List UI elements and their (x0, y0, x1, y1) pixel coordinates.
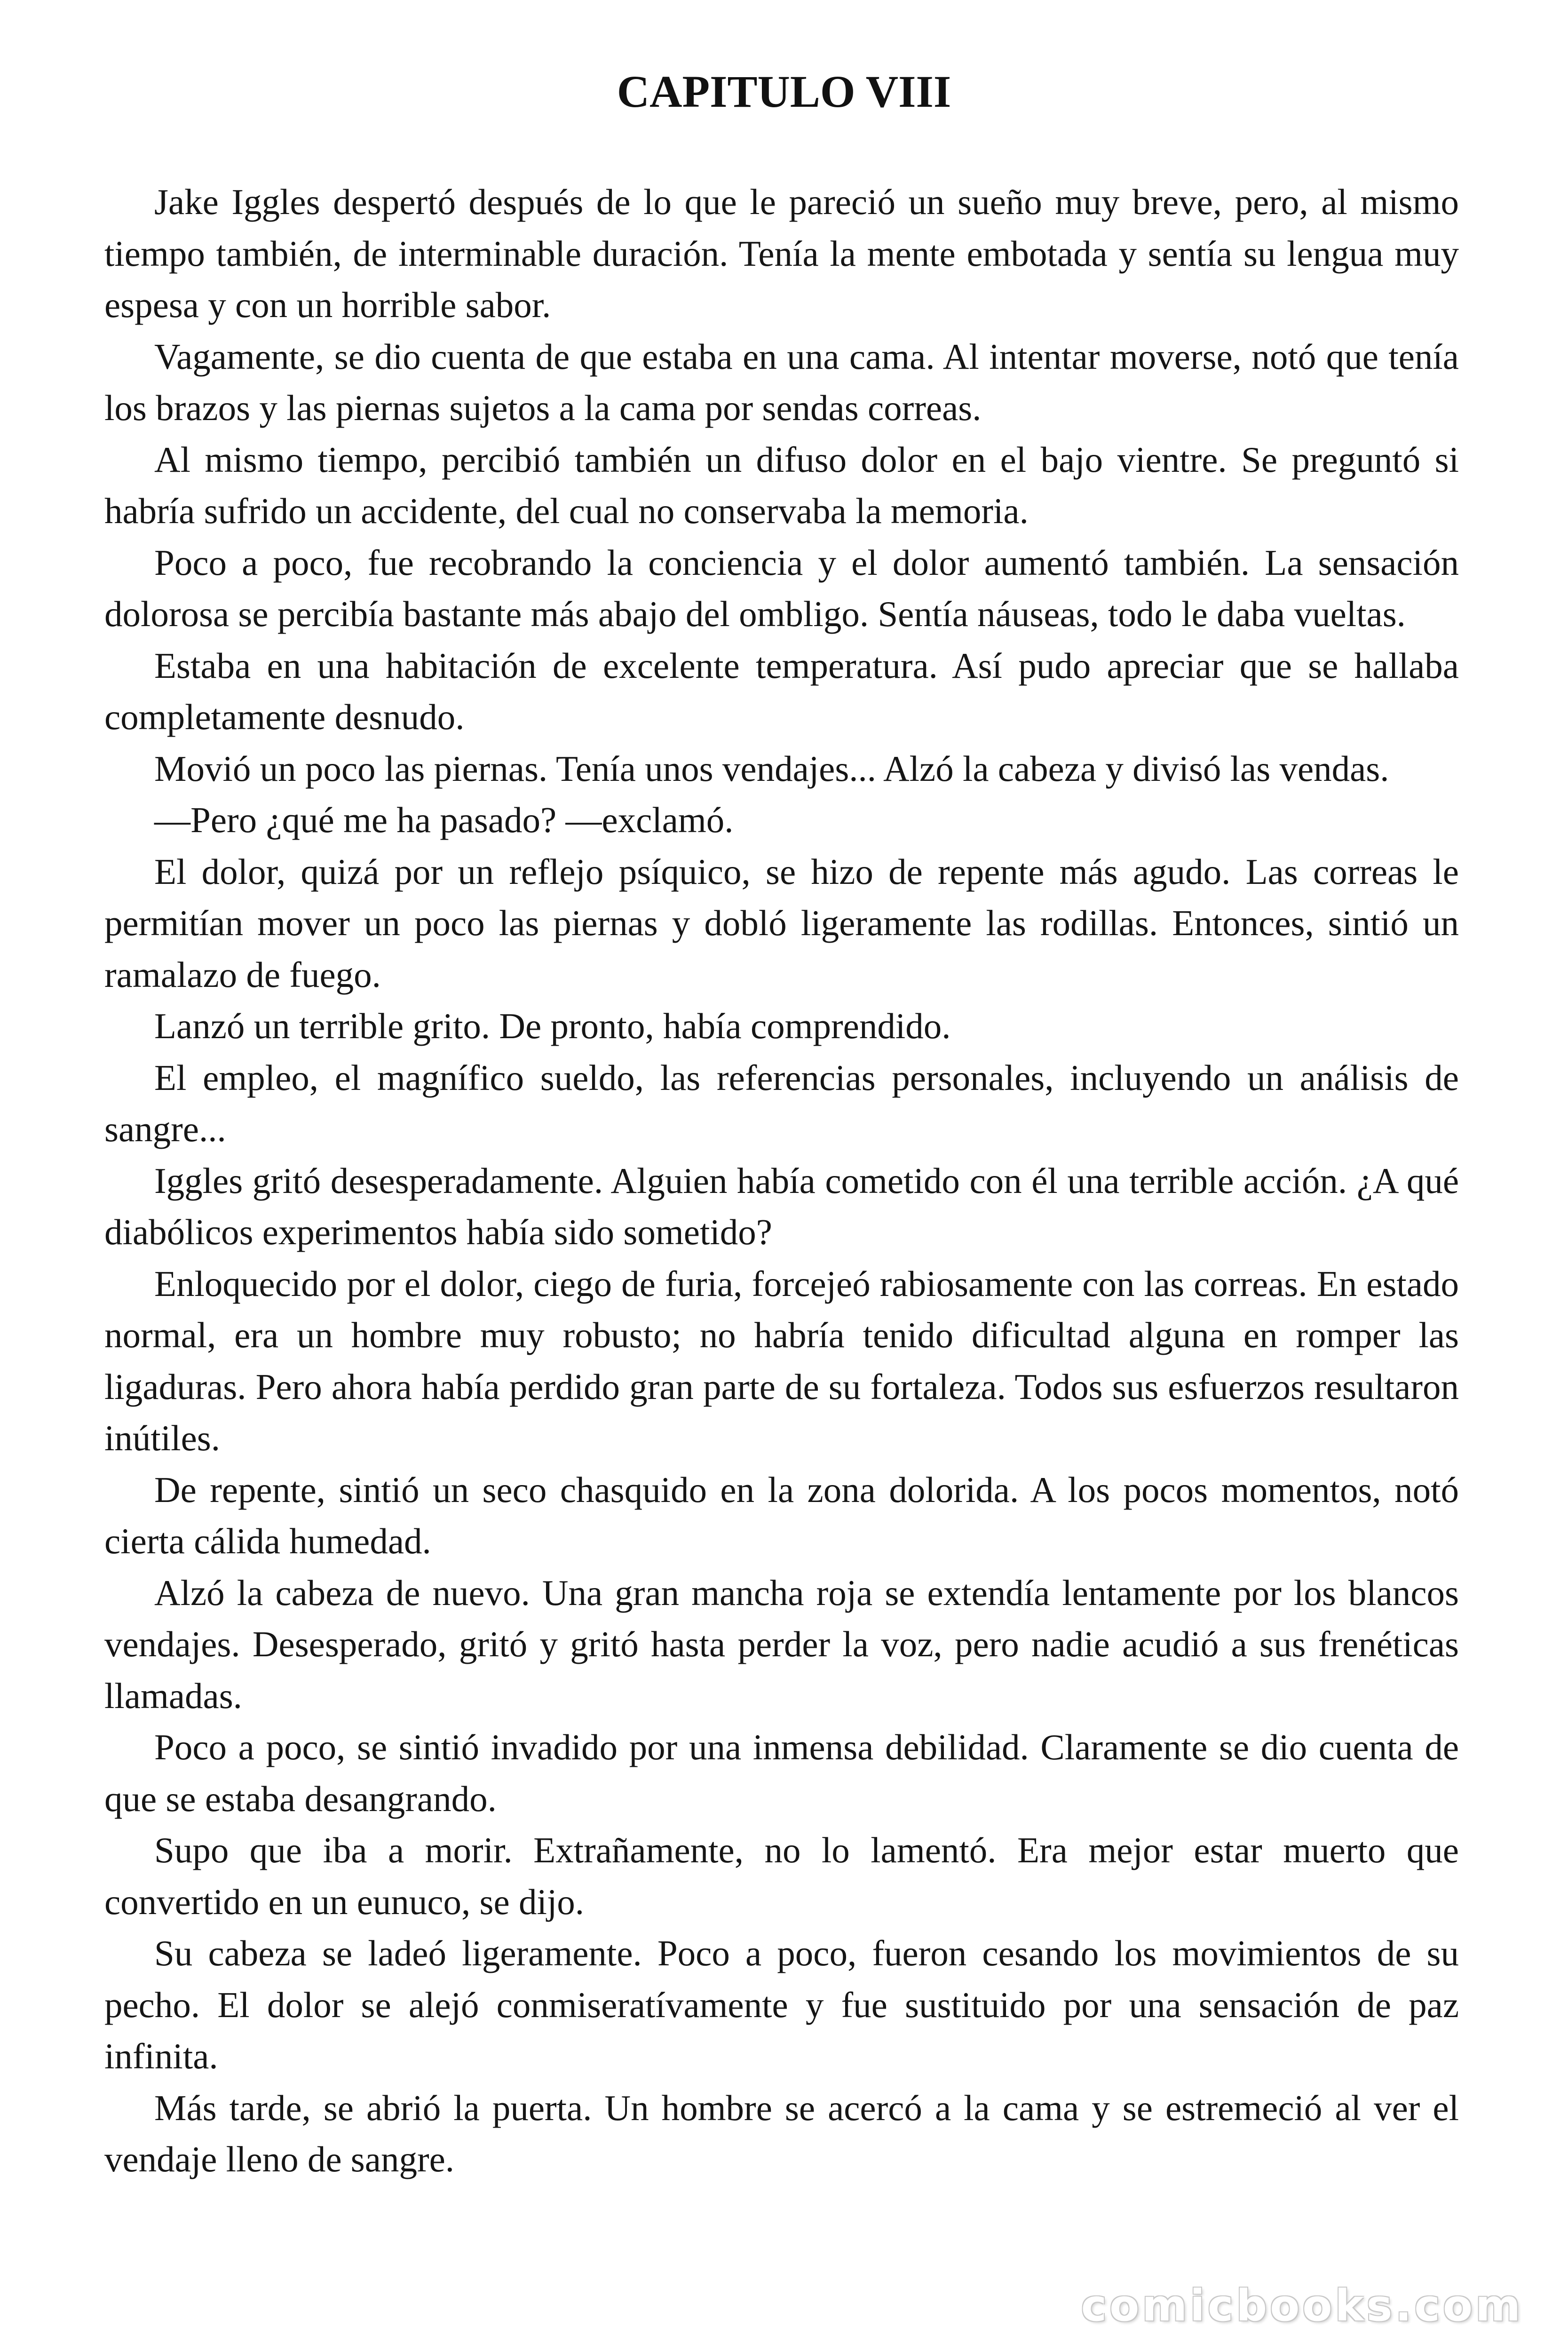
paragraph: Supo que iba a morir. Extrañamente, no lo lamentó. Era mejor estar muerto que convertido en un eunuco, se dijo. (104, 1830, 1459, 1922)
paragraph: Lanzó un terrible grito. De pronto, había comprendido. (154, 1006, 951, 1046)
paragraph: Vagamente, se dio cuenta de que estaba en una cama. Al intentar moverse, notó que tenía los brazos y las piernas sujetos a la cama por sendas correas. (104, 336, 1459, 428)
paragraph: El dolor, quizá por un reflejo psíquico, se hizo de repente más agudo. Las correas le permitían mover un poco las piernas y dobló ligeramente las rodillas. Entonces, sintió un ramalazo de fuego. (104, 851, 1459, 995)
paragraph: Estaba en una habitación de excelente temperatura. Así pudo apreciar que se hallaba completamente desnudo. (104, 645, 1459, 737)
watermark: comicbooks.com (1081, 2280, 1523, 2331)
paragraph: Más tarde, se abrió la puerta. Un hombre se acercó a la cama y se estremeció al ver el vendaje lleno de sangre. (104, 2087, 1459, 2179)
chapter-body (104, 176, 1459, 2185)
paragraph: El empleo, el magnífico sueldo, las referencias personales, incluyendo un análisis de sangre... (104, 1057, 1459, 1149)
paragraph: Jake Iggles despertó después de lo que le pareció un sueño muy breve, pero, al mismo tiempo también, de interminable duración. Tenía la mente embotada y sentía su lengua muy espesa y con un horrible sabor. (104, 182, 1459, 325)
paragraph: Poco a poco, fue recobrando la conciencia y el dolor aumentó también. La sensación dolorosa se percibía bastante más abajo del ombligo. Sentía náuseas, todo le daba vueltas. (104, 542, 1459, 634)
paragraph: Al mismo tiempo, percibió también un difuso dolor en el bajo vientre. Se preguntó si habría sufrido un accidente, del cual no conservaba la memoria. (104, 439, 1459, 531)
paragraph: Su cabeza se ladeó ligeramente. Poco a poco, fueron cesando los movimientos de su pecho. El dolor se alejó conmiseratívamente y fue sustituido por una sensación de paz infinita. (104, 1933, 1459, 2076)
paragraph: Movió un poco las piernas. Tenía unos vendajes... Alzó la cabeza y divisó las vendas. (154, 748, 1389, 789)
chapter-title: CAPITULO VIII (617, 66, 951, 117)
paragraph: Iggles gritó desesperadamente. Alguien había cometido con él una terrible acción. ¿A qué diabólicos experimentos había sido sometido? (104, 1160, 1459, 1252)
paragraph: —Pero ¿qué me ha pasado? —exclamó. (154, 800, 734, 840)
paragraph: Poco a poco, se sintió invadido por una inmensa debilidad. Claramente se dio cuenta de que se estaba desangrando. (104, 1727, 1459, 1819)
paragraph: De repente, sintió un seco chasquido en la zona dolorida. A los pocos momentos, notó cierta cálida humedad. (104, 1469, 1459, 1561)
paragraph: Enloquecido por el dolor, ciego de furia, forcejeó rabiosamente con las correas. En estado normal, era un hombre muy robusto; no habría tenido dificultad alguna en romper las ligaduras. Pero ahora había perdido gran parte de su fortaleza. Todos sus esfuerzos resultaron inútiles. (104, 1263, 1459, 1458)
paragraph: Alzó la cabeza de nuevo. Una gran mancha roja se extendía lentamente por los blancos vendajes. Desesperado, gritó y gritó hasta perder la voz, pero nadie acudió a sus frenéticas llamadas. (104, 1572, 1459, 1716)
